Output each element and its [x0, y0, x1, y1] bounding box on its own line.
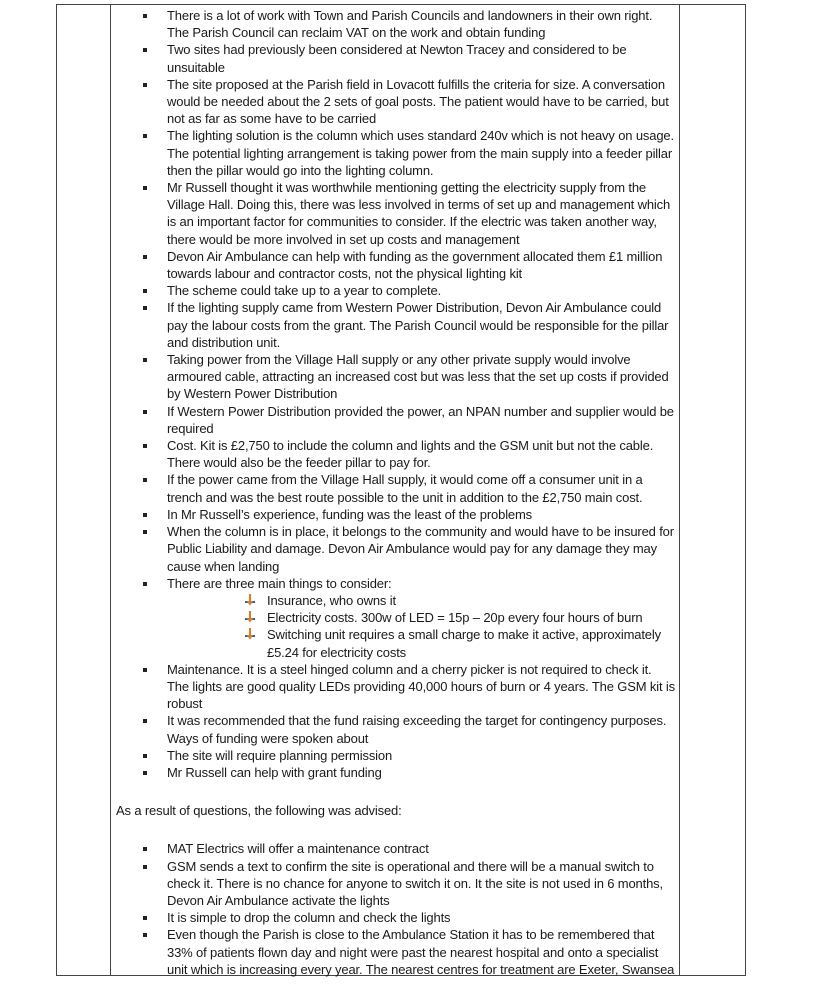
square-bullet-icon	[143, 48, 147, 52]
list-item	[116, 437, 676, 471]
square-bullet-icon	[143, 186, 147, 190]
sub-list-item	[167, 592, 676, 609]
list-item-considerations	[116, 575, 676, 661]
square-bullet-icon	[143, 719, 147, 723]
square-bullet-icon	[143, 847, 147, 851]
square-bullet-icon	[143, 255, 147, 259]
list-item	[116, 712, 676, 746]
list-item	[116, 840, 676, 857]
list-item-text: In Mr Russell’s experience, funding was the least of the problems	[167, 506, 533, 522]
list-item-text: The lighting solution is the column which uses standard 240v which is not heavy on usage. The potential lighting arrangement is taking power from the main supply into a feeder pillar then the pillar would go into the lighting column.	[167, 128, 674, 178]
square-bullet-icon	[143, 410, 147, 414]
list-item-text: Two sites had previously been considered at Newton Tracey and considered to be unsuitable	[167, 42, 627, 75]
square-bullet-icon	[143, 358, 147, 362]
list-item-text: Even though the Parish is close to the Ambulance Station it has to be remembered that 33% of patients flown day and night were past the nearest hospital and onto a specialist unit which is increasing every year. The nearest centres for treatment are Exeter, Swansea	[167, 927, 675, 977]
sub-list-item-text: Electricity costs. 300w of LED = 15p – 20p every four hours of burn	[267, 610, 643, 626]
list-item-text: If the power came from the Village Hall supply, it would come off a consumer unit in a trench and was the best route possible to the unit in addition to the £2,750 main cost.	[167, 472, 643, 505]
list-item	[116, 926, 676, 978]
list-item-text: Maintenance. It is a steel hinged column and a cherry picker is not required to check it. The lights are good quality LEDs providing 40,000 hours of burn or 4 years. The GSM kit is robust	[167, 661, 675, 712]
list-item	[116, 179, 676, 248]
square-bullet-icon	[143, 14, 147, 18]
list-item-text: It was recommended that the fund raising exceeding the target for contingency purposes. Ways of funding were spoken about	[167, 713, 667, 746]
square-bullet-icon	[143, 444, 147, 448]
considerations-list	[167, 592, 676, 661]
list-item-text: The site proposed at the Parish field in Lovacott fulfills the criteria for size. A conversation would be needed about the 2 sets of goal posts. The patient would have to be carried, but not as far as some have to be carried	[167, 76, 669, 127]
list-item-text: The site will require planning permission	[167, 747, 393, 763]
list-item	[116, 471, 676, 505]
list-item-text: The scheme could take up to a year to complete.	[167, 283, 442, 299]
square-bullet-icon	[143, 306, 147, 310]
questions-intro: As a result of questions, the following was advised:	[116, 803, 402, 819]
bullet-list-advised	[116, 840, 676, 978]
list-item-text: Mr Russell thought it was worthwhile mentioning getting the electricity supply from the Village Hall. Doing this, there was less involved in terms of set up and management which is an important factor for communities to consider. If the electric was taken another way, there would be more involved in set up costs and management	[167, 180, 671, 247]
list-item	[116, 248, 676, 282]
square-bullet-icon	[143, 582, 147, 586]
square-bullet-icon	[143, 83, 147, 87]
considerations-lead: There are three main things to consider:	[167, 575, 392, 591]
sub-list-item-text: Insurance, who owns it	[267, 592, 396, 608]
square-bullet-icon	[143, 530, 147, 534]
arrow-bullet-icon	[243, 627, 257, 641]
square-bullet-icon	[143, 478, 147, 482]
arrow-bullet-icon	[243, 610, 257, 624]
list-item-text: MAT Electrics will offer a maintenance contract	[167, 841, 429, 857]
list-item	[116, 403, 676, 437]
list-item	[116, 506, 676, 523]
bullet-list-main	[116, 7, 676, 781]
square-bullet-icon	[143, 771, 147, 775]
sub-list-item	[167, 609, 676, 626]
list-item	[116, 351, 676, 403]
arrow-bullet-icon	[243, 593, 257, 607]
list-item	[116, 127, 676, 179]
list-item	[116, 282, 676, 299]
square-bullet-icon	[143, 865, 147, 869]
list-item	[116, 661, 676, 713]
square-bullet-icon	[143, 513, 147, 517]
list-item	[116, 909, 676, 926]
list-item-text: If Western Power Distribution provided the power, an NPAN number and supplier would be required	[167, 403, 674, 436]
list-item	[116, 747, 676, 764]
list-item-text: Cost. Kit is £2,750 to include the column and lights and the GSM unit but not the cable. There would also be the feeder pillar to pay for.	[167, 438, 654, 471]
list-item	[116, 41, 676, 75]
list-item	[116, 299, 676, 351]
square-bullet-icon	[143, 933, 147, 937]
column-divider-right	[679, 4, 680, 976]
list-item	[116, 858, 676, 910]
square-bullet-icon	[143, 289, 147, 293]
column-divider-left	[110, 4, 111, 976]
list-item	[116, 764, 676, 781]
square-bullet-icon	[143, 916, 147, 920]
sub-list-item	[167, 626, 676, 660]
square-bullet-icon	[143, 668, 147, 672]
list-item-text: It is simple to drop the column and check the lights	[167, 910, 451, 926]
list-item-text: Mr Russell can help with grant funding	[167, 764, 382, 780]
square-bullet-icon	[143, 134, 147, 138]
sub-list-item-text: Switching unit requires a small charge to make it active, approximately £5.24 for electricity costs	[267, 627, 661, 660]
list-item-text: If the lighting supply came from Western Power Distribution, Devon Air Ambulance could pay the labour costs from the grant. The Parish Council would be responsible for the pillar and distribution unit.	[167, 300, 669, 350]
list-item-text: Taking power from the Village Hall supply or any other private supply would involve armoured cable, attracting an increased cost but was less that the set up costs if provided by Western Power Distribution	[167, 352, 669, 402]
list-item-text: There is a lot of work with Town and Parish Councils and landowners in their own right. The Parish Council can reclaim VAT on the work and obtain funding	[167, 8, 653, 41]
minutes-content	[116, 7, 676, 978]
list-item-text: GSM sends a text to confirm the site is operational and there will be a manual switch to check it. There is no chance for anyone to switch it on. It the site is not used in 6 months, Devon Air Ambulance activate the lights	[167, 858, 663, 908]
square-bullet-icon	[143, 754, 147, 758]
list-item	[116, 7, 676, 41]
list-item	[116, 523, 676, 575]
list-item	[116, 76, 676, 128]
list-item-text: Devon Air Ambulance can help with funding as the government allocated them £1 million towards labour and contractor costs, not the physical lighting kit	[167, 248, 663, 282]
list-item-text: When the column is in place, it belongs to the community and would have to be insured for Public Liability and damage. Devon Air Ambulance would pay for any damage they may cause when landing	[167, 524, 674, 574]
